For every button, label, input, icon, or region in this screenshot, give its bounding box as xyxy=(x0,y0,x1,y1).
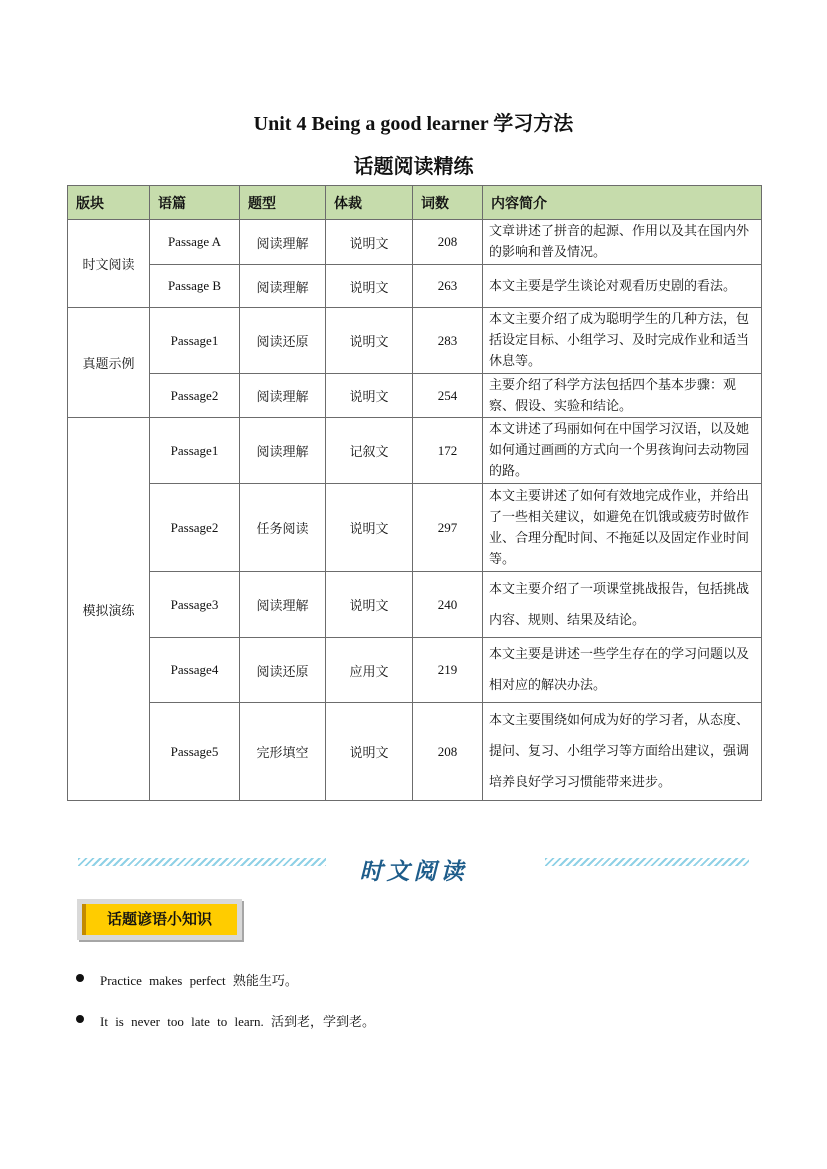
passage-overview-table xyxy=(67,185,762,801)
genre-cell: 记叙文 xyxy=(326,418,413,484)
table-row xyxy=(68,703,762,801)
question-type-cell: 阅读还原 xyxy=(240,308,326,374)
section-banner-title: 时文阅读 xyxy=(359,858,468,885)
proverb-text: Practice makes perfect 熟能生巧。 xyxy=(100,973,298,988)
document-title: Unit 4 Being a good learner 学习方法 xyxy=(253,113,574,135)
summary-cell: 本文主要讲述了如何有效地完成作业，并给出了一些相关建议，如避免在饥饿或疲劳时做作业、合理分配时间、不拖延以及固定作业时间等。 xyxy=(483,484,762,572)
word-count-cell: 283 xyxy=(413,308,483,374)
list-item xyxy=(76,970,375,1011)
table-row xyxy=(68,638,762,703)
summary-cell: 本文讲述了玛丽如何在中国学习汉语，以及她如何通过画画的方式向一个男孩询问去动物园的路。 xyxy=(483,418,762,484)
genre-cell: 说明文 xyxy=(326,484,413,572)
word-count-cell: 297 xyxy=(413,484,483,572)
passage-cell: Passage2 xyxy=(150,374,240,418)
summary-cell: 本文主要是讲述一些学生存在的学习问题以及相对应的解决办法。 xyxy=(483,638,762,703)
word-count-cell: 263 xyxy=(413,265,483,308)
word-count-cell: 208 xyxy=(413,220,483,265)
table-row xyxy=(68,418,762,484)
question-type-cell: 阅读理解 xyxy=(240,418,326,484)
question-type-cell: 完形填空 xyxy=(240,703,326,801)
table-row xyxy=(68,374,762,418)
summary-cell: 主要介绍了科学方法包括四个基本步骤：观察、假设、实验和结论。 xyxy=(483,374,762,418)
column-header: 体裁 xyxy=(326,186,413,220)
proverb-section-tag xyxy=(77,899,242,940)
summary-cell: 本文主要介绍了成为聪明学生的几种方法，包括设定目标、小组学习、及时完成作业和适当休息等。 xyxy=(483,308,762,374)
table-row xyxy=(68,572,762,638)
section-cell: 真题示例 xyxy=(68,308,150,418)
passage-cell: Passage B xyxy=(150,265,240,308)
passage-cell: Passage3 xyxy=(150,572,240,638)
passage-cell: Passage1 xyxy=(150,308,240,374)
column-header: 版块 xyxy=(68,186,150,220)
question-type-cell: 阅读还原 xyxy=(240,638,326,703)
list-item xyxy=(76,1011,375,1052)
summary-cell: 本文主要是学生谈论对观看历史剧的看法。 xyxy=(483,265,762,308)
table-row xyxy=(68,308,762,374)
table-header-row xyxy=(68,186,762,220)
column-header: 语篇 xyxy=(150,186,240,220)
summary-cell: 文章讲述了拼音的起源、作用以及其在国内外的影响和普及情况。 xyxy=(483,220,762,265)
question-type-cell: 阅读理解 xyxy=(240,220,326,265)
table-row xyxy=(68,220,762,265)
genre-cell: 说明文 xyxy=(326,220,413,265)
summary-cell: 本文主要介绍了一项课堂挑战报告，包括挑战内容、规则、结果及结论。 xyxy=(483,572,762,638)
document-subtitle: 话题阅读精练 xyxy=(353,154,474,178)
proverb-tag-label: 话题谚语小知识 xyxy=(106,910,212,928)
column-header: 题型 xyxy=(240,186,326,220)
banner-divider-right xyxy=(545,858,749,866)
passage-cell: Passage2 xyxy=(150,484,240,572)
section-cell: 时文阅读 xyxy=(68,220,150,308)
summary-cell: 本文主要围绕如何成为好的学习者，从态度、提问、复习、小组学习等方面给出建议，强调培养良好学习习惯能带来进步。 xyxy=(483,703,762,801)
table-row xyxy=(68,265,762,308)
genre-cell: 说明文 xyxy=(326,265,413,308)
column-header: 词数 xyxy=(413,186,483,220)
genre-cell: 说明文 xyxy=(326,374,413,418)
section-cell: 模拟演练 xyxy=(68,418,150,801)
question-type-cell: 阅读理解 xyxy=(240,265,326,308)
word-count-cell: 240 xyxy=(413,572,483,638)
passage-cell: Passage A xyxy=(150,220,240,265)
word-count-cell: 208 xyxy=(413,703,483,801)
passage-cell: Passage4 xyxy=(150,638,240,703)
genre-cell: 应用文 xyxy=(326,638,413,703)
column-header: 内容简介 xyxy=(483,186,762,220)
word-count-cell: 254 xyxy=(413,374,483,418)
genre-cell: 说明文 xyxy=(326,308,413,374)
passage-cell: Passage1 xyxy=(150,418,240,484)
proverb-list xyxy=(76,970,375,1052)
word-count-cell: 219 xyxy=(413,638,483,703)
passage-cell: Passage5 xyxy=(150,703,240,801)
question-type-cell: 阅读理解 xyxy=(240,374,326,418)
table-row xyxy=(68,484,762,572)
genre-cell: 说明文 xyxy=(326,703,413,801)
question-type-cell: 阅读理解 xyxy=(240,572,326,638)
word-count-cell: 172 xyxy=(413,418,483,484)
proverb-text: It is never too late to learn. 活到老，学到老。 xyxy=(100,1014,375,1029)
question-type-cell: 任务阅读 xyxy=(240,484,326,572)
bullet-icon xyxy=(76,1015,84,1023)
bullet-icon xyxy=(76,974,84,982)
genre-cell: 说明文 xyxy=(326,572,413,638)
